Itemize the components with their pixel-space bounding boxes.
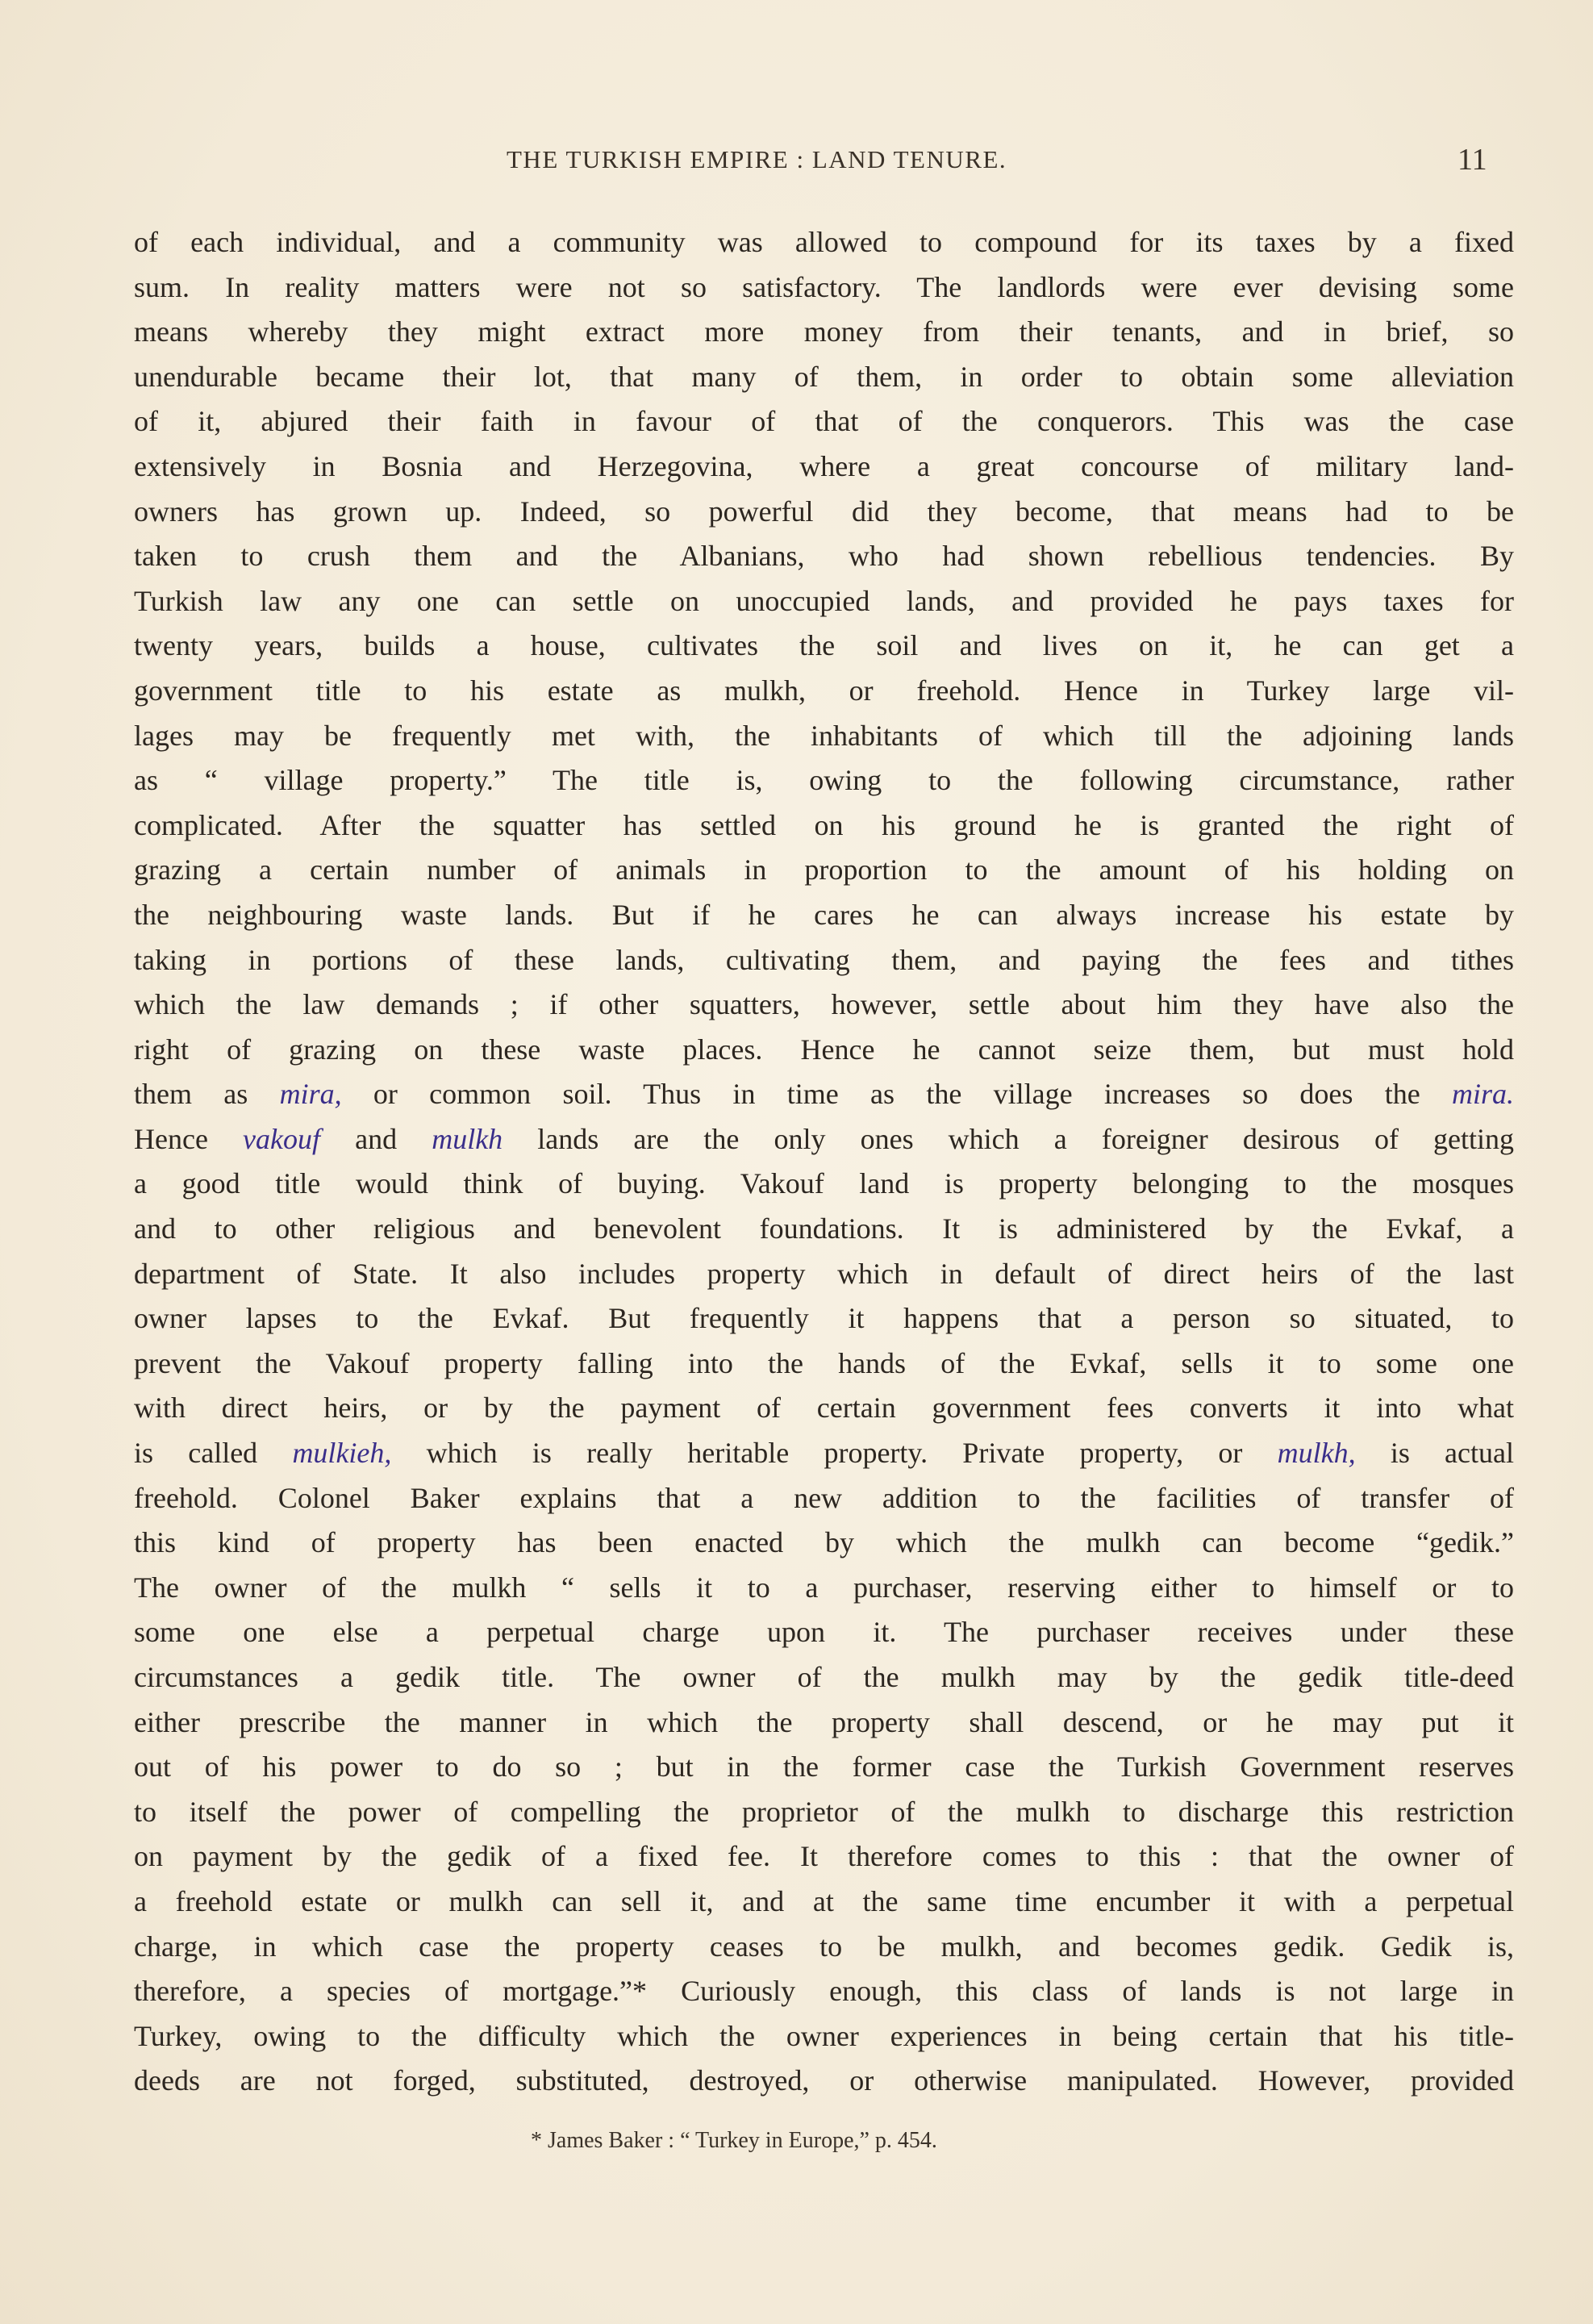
text-segment: of each individual, and a community was allowed to compound for its taxes by a fixed [134,226,1514,258]
text-line [134,1790,1514,1835]
text-line [134,1476,1514,1521]
text-line [134,1162,1514,1207]
text-segment: circumstances a gedik title. The owner of the mulkh may by the gedik title-deed [134,1661,1514,1693]
text-segment: a good title would think of buying. Vakouf land is property belonging to the mosques [134,1167,1514,1200]
text-line [134,399,1514,444]
text-line [134,310,1514,355]
text-segment: owner lapses to the Evkaf. But frequently it happens that a person so situated, to [134,1302,1514,1335]
text-line [134,1655,1514,1700]
text-segment: of it, abjured their faith in favour of that of the conquerors. This was the case [134,405,1514,438]
text-line [134,1880,1514,1925]
text-segment: some one else a perpetual charge upon it. The purchaser receives under these [134,1616,1514,1649]
text-line [134,1431,1514,1476]
text-line [134,1969,1514,2014]
text-segment: extensively in Bosnia and Herzegovina, where a great concourse of military land- [134,449,1514,482]
text-line [134,848,1514,893]
text-segment: owners has grown up. Indeed, so powerful did they become, that means had to be [134,494,1514,528]
text-line [134,803,1514,849]
italic-term: mulkh [432,1122,503,1155]
text-line [134,624,1514,669]
italic-term: mira. [1451,1078,1514,1111]
text-line [134,2014,1514,2059]
text-segment: is called [134,1437,293,1470]
text-segment: right of grazing on these waste places. Hence he cannot seize them, but must hold [134,1033,1514,1066]
text-line [134,1341,1514,1387]
text-line [134,2059,1514,2104]
text-line [134,1117,1514,1162]
text-segment: a freehold estate or mulkh can sell it, and at the same time encumber it with a perpetual [134,1884,1514,1917]
text-segment: grazing a certain number of animals in proportion to the amount of his holding on [134,853,1514,887]
text-segment: The owner of the mulkh “ sells it to a purchaser, reserving either to himself or to [134,1571,1514,1604]
text-segment: to itself the power of compelling the proprietor of the mulkh to discharge this restriction [134,1795,1514,1828]
text-line [134,220,1514,265]
text-line [134,983,1514,1028]
text-line [134,1834,1514,1880]
text-segment: therefore, a species of mortgage.”* Curiously enough, this class of lands is not large in [134,1975,1514,2008]
text-segment: is actual [1355,1437,1514,1470]
text-line [134,490,1514,535]
text-line [134,534,1514,579]
text-line [134,1745,1514,1790]
page-number: 11 [1457,143,1487,177]
text-line [134,1296,1514,1341]
text-segment: Turkey, owing to the difficulty which the owner experiences in being certain that his title- [134,2019,1514,2052]
text-segment: out of his power to do so ; but in the former case the Turkish Government reserves [134,1750,1514,1784]
text-segment: or common soil. Thus in time as the village increases so does the [341,1078,1452,1111]
text-segment: on payment by the gedik of a fixed fee. It therefore comes to this : that the owner of [134,1840,1514,1873]
text-line [134,1610,1514,1655]
text-segment: with direct heirs, or by the payment of certain government fees converts it into what [134,1391,1514,1425]
text-line [134,1207,1514,1252]
text-segment: and to other religious and benevolent foundations. It is administered by the Evkaf, a [134,1212,1514,1245]
text-segment: the neighbouring waste lands. But if he cares he can always increase his estate by [134,898,1514,931]
text-segment: twenty years, builds a house, cultivates the soil and lives on it, he can get a [134,629,1514,662]
text-line [134,444,1514,490]
text-segment: as “ village property.” The title is, owing to the following circumstance, rather [134,764,1514,797]
text-line [134,669,1514,714]
text-segment: Turkish law any one can settle on unoccupied lands, and provided he pays taxes for [134,584,1514,617]
text-line [134,579,1514,624]
text-segment: them as [134,1078,280,1111]
text-line [134,758,1514,803]
text-segment: prevent the Vakouf property falling into the hands of the Evkaf, sells it to some one [134,1346,1514,1379]
text-line [134,1072,1514,1117]
italic-term: mulkieh, [292,1437,392,1470]
text-line [134,938,1514,983]
text-line [134,1386,1514,1431]
running-title: THE TURKISH EMPIRE : LAND TENURE. [507,145,1007,173]
text-line [134,355,1514,400]
footnote: * James Baker : “ Turkey in Europe,” p. 454. [531,2128,937,2153]
text-line [134,1521,1514,1566]
body-text [134,220,1514,2104]
italic-term: mulkh, [1277,1437,1356,1470]
text-segment: government title to his estate as mulkh, or freehold. Hence in Turkey large vil- [134,674,1514,707]
italic-term: mira, [279,1078,342,1111]
text-line [134,1566,1514,1611]
text-segment: this kind of property has been enacted by which the mulkh can become “gedik.” [134,1526,1514,1559]
text-segment: sum. In reality matters were not so satisfactory. The landlords were ever devising some [134,270,1514,303]
text-segment: department of State. It also includes property which in default of direct heirs of the last [134,1257,1514,1290]
text-line [134,1028,1514,1073]
text-segment: lands are the only ones which a foreigner desirous of getting [503,1122,1514,1155]
text-segment: unendurable became their lot, that many of them, in order to obtain some alleviation [134,360,1514,393]
text-line [134,1700,1514,1746]
text-segment: Hence [134,1122,244,1155]
text-line [134,1925,1514,1970]
text-segment: which is really heritable property. Private property, or [391,1437,1278,1470]
text-line [134,893,1514,938]
text-segment: means whereby they might extract more money from their tenants, and in brief, so [134,315,1514,348]
text-segment: and [320,1122,432,1155]
text-segment: lages may be frequently met with, the inhabitants of which till the adjoining lands [134,719,1514,752]
text-segment: taken to crush them and the Albanians, who had shown rebellious tendencies. By [134,540,1514,573]
text-segment: taking in portions of these lands, cultivating them, and paying the fees and tithes [134,943,1514,976]
text-segment: deeds are not forged, substituted, destroyed, or otherwise manipulated. However, provided [134,2064,1514,2097]
italic-term: vakouf [243,1122,321,1155]
text-line [134,1252,1514,1297]
text-segment: which the law demands ; if other squatters, however, settle about him they have also the [134,988,1514,1021]
text-segment: freehold. Colonel Baker explains that a new addition to the facilities of transfer of [134,1481,1514,1514]
text-line [134,265,1514,311]
text-line [134,714,1514,759]
text-segment: either prescribe the manner in which the property shall descend, or he may put it [134,1705,1514,1738]
text-segment: charge, in which case the property ceases to be mulkh, and becomes gedik. Gedik is, [134,1930,1514,1963]
text-segment: complicated. After the squatter has settled on his ground he is granted the right of [134,808,1514,841]
